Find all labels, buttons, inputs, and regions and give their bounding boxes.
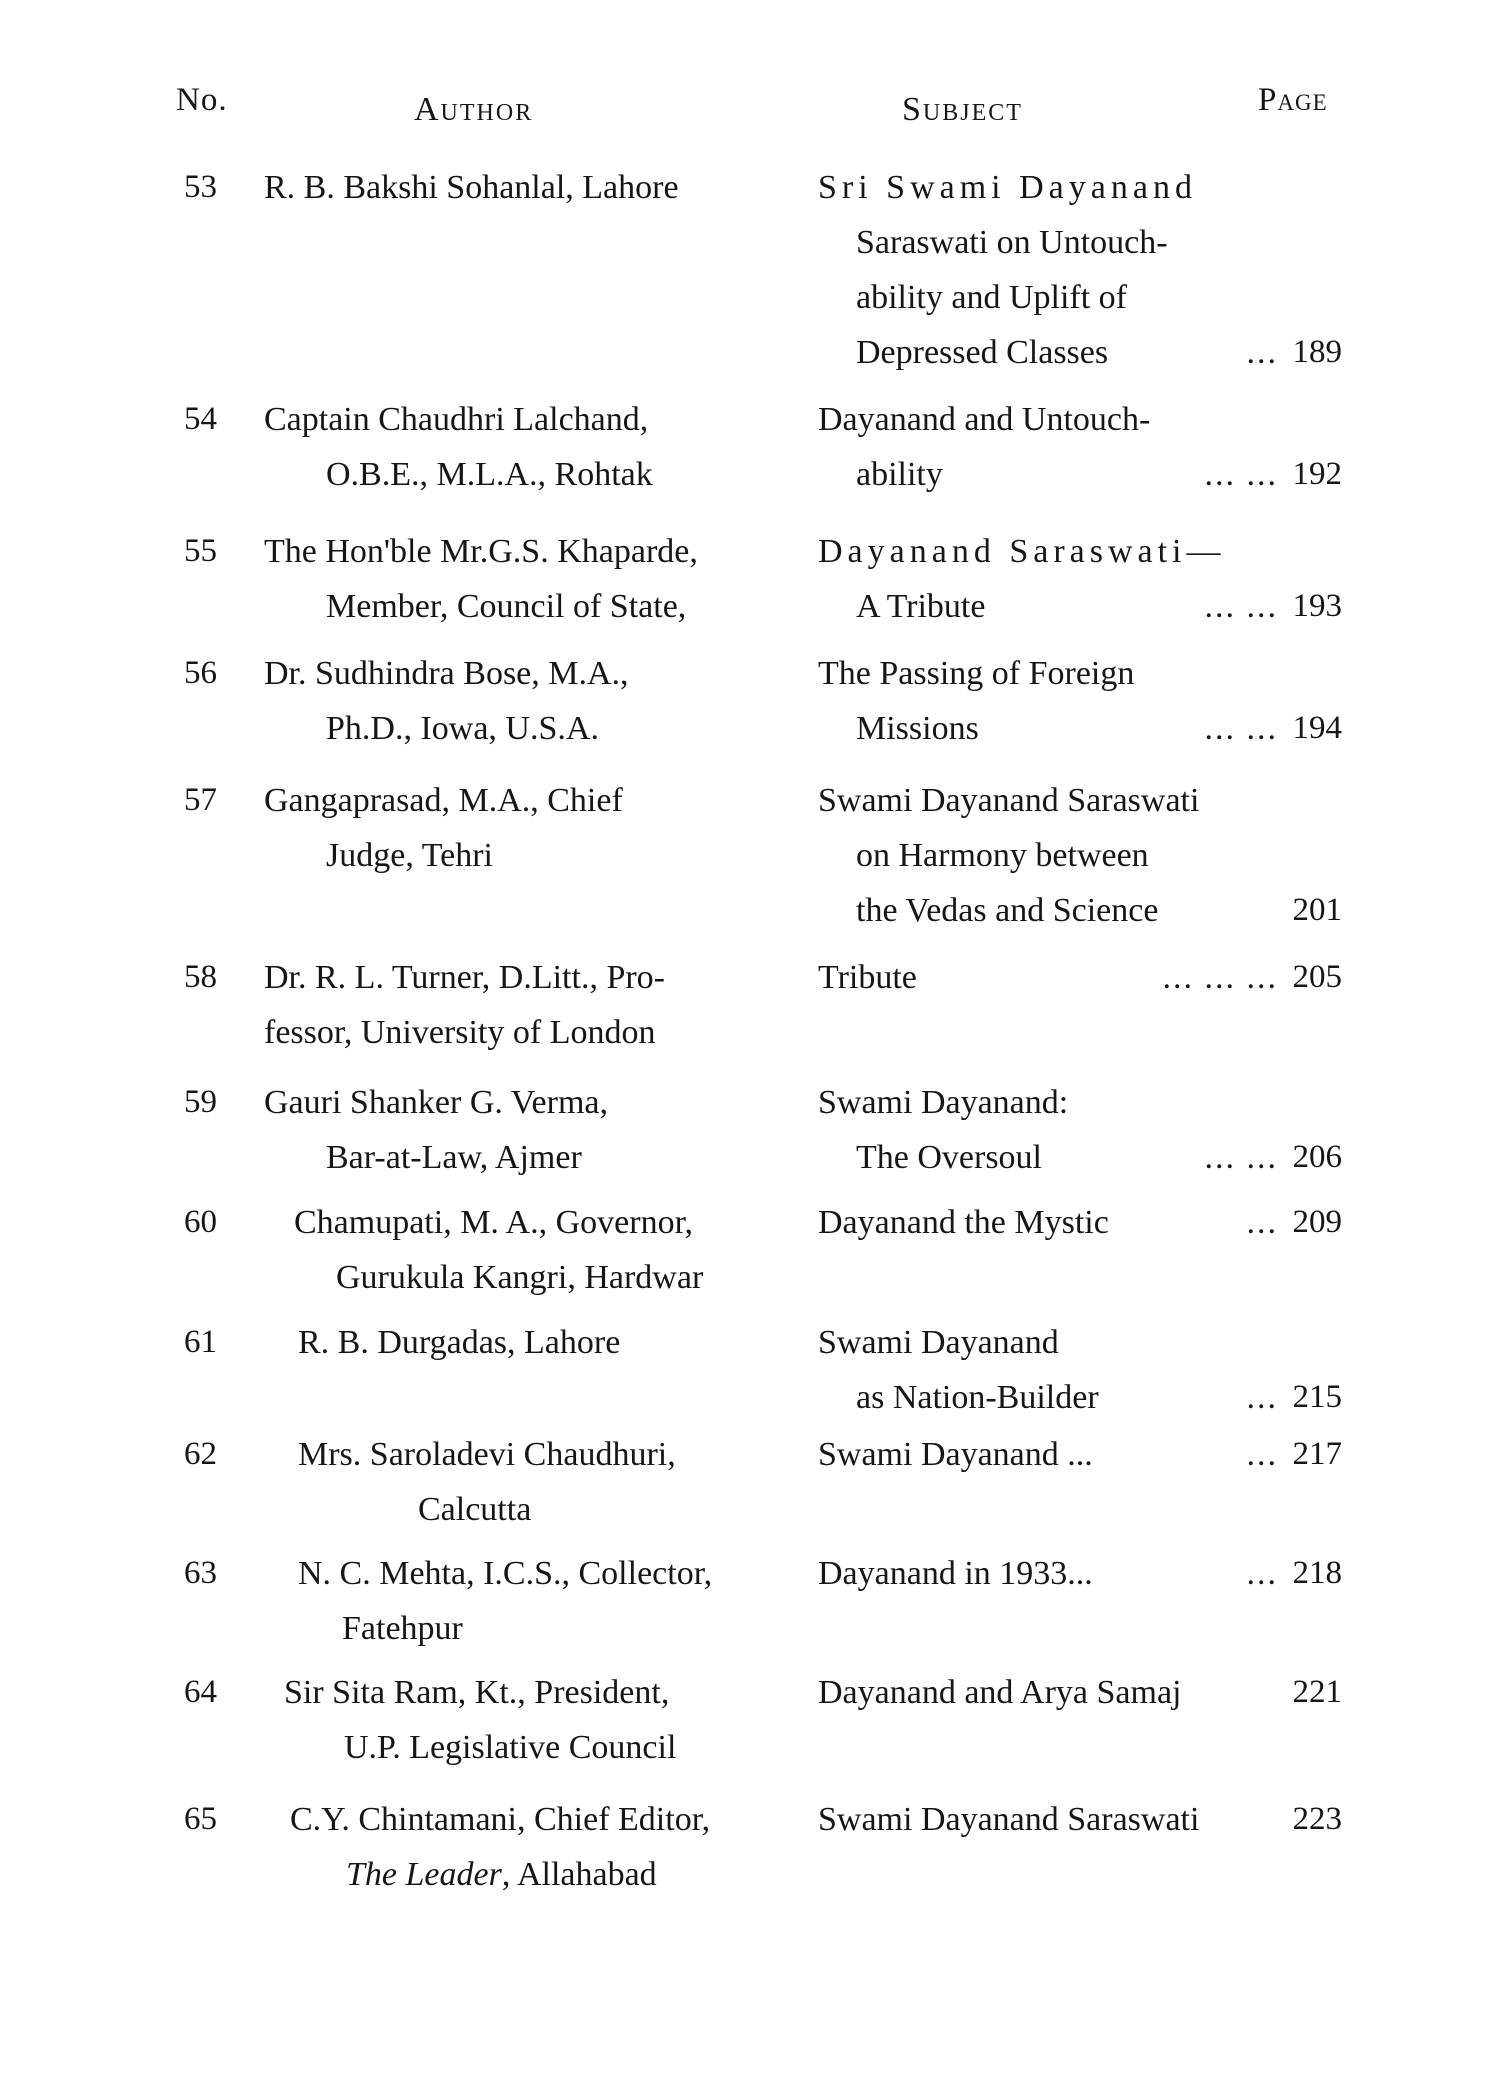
entry-page: 206 bbox=[1292, 1139, 1342, 1175]
entry-number: 62 bbox=[184, 1436, 217, 1472]
entry-page: 193 bbox=[1292, 588, 1342, 624]
subject-text: A Tribute bbox=[856, 588, 986, 625]
subject-text: Missions bbox=[856, 710, 979, 747]
entry-subject bbox=[818, 646, 1278, 756]
subject-line: The Passing of Foreign bbox=[818, 655, 1135, 692]
author-line: Gauri Shanker G. Verma, bbox=[264, 1084, 609, 1121]
subject-line: Swami Dayanand Saraswati bbox=[818, 1801, 1200, 1838]
entry-subject bbox=[818, 524, 1278, 634]
column-header-subject: Subject bbox=[902, 91, 1023, 128]
author-line: Bar-at-Law, Ajmer bbox=[326, 1139, 582, 1176]
entry-number: 58 bbox=[184, 959, 217, 995]
entry-subject bbox=[818, 160, 1278, 380]
entry-number: 63 bbox=[184, 1555, 217, 1591]
author-line: fessor, University of London bbox=[264, 1014, 656, 1051]
author-line: O.B.E., M.L.A., Rohtak bbox=[326, 456, 653, 493]
author-line: N. C. Mehta, I.C.S., Collector, bbox=[298, 1555, 713, 1592]
entry-author bbox=[264, 160, 799, 215]
leader-dots: ... bbox=[1246, 1204, 1278, 1241]
entry-author bbox=[264, 646, 799, 756]
entry-page: 194 bbox=[1292, 710, 1342, 746]
subject-text: Tribute bbox=[818, 959, 917, 996]
entry-subject bbox=[818, 950, 1278, 1005]
subject-line: Swami Dayanand: bbox=[818, 1084, 1069, 1121]
entry-page: 218 bbox=[1292, 1555, 1342, 1591]
entry-number: 60 bbox=[184, 1204, 217, 1240]
entry-author bbox=[298, 1315, 833, 1370]
entry-number: 55 bbox=[184, 533, 217, 569]
entry-subject bbox=[818, 773, 1278, 938]
author-line: R. B. Bakshi Sohanlal, Lahore bbox=[264, 169, 679, 206]
entry-author bbox=[298, 1427, 833, 1537]
subject-line: Dayanand Saraswati— bbox=[818, 533, 1226, 570]
entry-author bbox=[264, 773, 799, 883]
author-line: Chamupati, M. A., Governor, bbox=[294, 1204, 694, 1241]
entry-page: 192 bbox=[1292, 456, 1342, 492]
entry-author bbox=[294, 1195, 829, 1305]
author-line: Dr. Sudhindra Bose, M.A., bbox=[264, 655, 629, 692]
entry-page: 217 bbox=[1292, 1436, 1342, 1472]
leader-dots: ... ... bbox=[1204, 1139, 1278, 1176]
entry-author bbox=[264, 950, 799, 1060]
author-line: Fatehpur bbox=[342, 1610, 463, 1647]
subject-text: Dayanand in 1933... bbox=[818, 1555, 1093, 1592]
subject-line: Saraswati on Untouch- bbox=[856, 224, 1168, 261]
entry-page: 221 bbox=[1292, 1674, 1342, 1710]
subject-line bbox=[818, 950, 1278, 1005]
entry-author bbox=[264, 1075, 799, 1185]
subject-line bbox=[818, 1370, 1278, 1425]
entry-page: 189 bbox=[1292, 334, 1342, 370]
entry-number: 56 bbox=[184, 655, 217, 691]
leader-dots: ... bbox=[1246, 334, 1278, 371]
leader-dots: ... ... ... bbox=[1162, 959, 1278, 996]
author-line: The Hon'ble Mr.G.S. Khaparde, bbox=[264, 533, 698, 570]
author-line bbox=[290, 1847, 825, 1902]
author-line: Member, Council of State, bbox=[326, 588, 687, 625]
entry-subject bbox=[818, 1195, 1278, 1250]
subject-line: Swami Dayanand bbox=[818, 1324, 1059, 1361]
subject-line bbox=[818, 1427, 1278, 1482]
entry-author bbox=[264, 392, 799, 502]
leader-dots: ... ... bbox=[1204, 710, 1278, 747]
author-line: Gurukula Kangri, Hardwar bbox=[336, 1259, 704, 1296]
entry-page: 223 bbox=[1292, 1801, 1342, 1837]
entry-number: 53 bbox=[184, 169, 217, 205]
column-header-no: No. bbox=[176, 82, 228, 118]
author-line: Judge, Tehri bbox=[326, 837, 493, 874]
subject-line: Sri Swami Dayanand bbox=[818, 169, 1197, 206]
entry-number: 64 bbox=[184, 1674, 217, 1710]
entry-number: 65 bbox=[184, 1801, 217, 1837]
subject-line bbox=[818, 1130, 1278, 1185]
subject-line: Dayanand and Arya Samaj bbox=[818, 1674, 1182, 1711]
author-line: Captain Chaudhri Lalchand, bbox=[264, 401, 649, 438]
leader-dots: ... bbox=[1246, 1436, 1278, 1473]
subject-line bbox=[818, 701, 1278, 756]
entry-author bbox=[264, 524, 799, 634]
subject-line bbox=[818, 579, 1278, 634]
author-line: Sir Sita Ram, Kt., President, bbox=[284, 1674, 670, 1711]
leader-dots: ... bbox=[1246, 1379, 1278, 1416]
author-place: , Allahabad bbox=[501, 1856, 657, 1893]
leader-dots: ... ... bbox=[1204, 456, 1278, 493]
subject-line bbox=[818, 1195, 1278, 1250]
entry-subject bbox=[818, 392, 1278, 502]
subject-line bbox=[818, 1546, 1278, 1601]
subject-line: ability and Uplift of bbox=[856, 279, 1128, 316]
entry-author bbox=[284, 1665, 819, 1775]
entry-author bbox=[290, 1792, 825, 1902]
entry-subject bbox=[818, 1546, 1278, 1601]
entry-subject bbox=[818, 1315, 1278, 1425]
subject-line bbox=[818, 447, 1278, 502]
author-line: Gangaprasad, M.A., Chief bbox=[264, 782, 623, 819]
subject-line: Dayanand and Untouch- bbox=[818, 401, 1151, 438]
subject-text: Swami Dayanand ... bbox=[818, 1436, 1093, 1473]
author-line: Ph.D., Iowa, U.S.A. bbox=[326, 710, 599, 747]
entry-subject bbox=[818, 1792, 1278, 1847]
entry-number: 57 bbox=[184, 782, 217, 818]
subject-line: on Harmony between bbox=[856, 837, 1149, 874]
entry-number: 54 bbox=[184, 401, 217, 437]
entry-number: 59 bbox=[184, 1084, 217, 1120]
subject-line bbox=[818, 325, 1278, 380]
author-line: C.Y. Chintamani, Chief Editor, bbox=[290, 1801, 711, 1838]
entry-page: 201 bbox=[1292, 892, 1342, 928]
author-line: U.P. Legislative Council bbox=[344, 1729, 677, 1766]
entry-number: 61 bbox=[184, 1324, 217, 1360]
subject-text: ability bbox=[856, 456, 943, 493]
subject-text: The Oversoul bbox=[856, 1139, 1043, 1176]
entry-page: 209 bbox=[1292, 1204, 1342, 1240]
author-line: Calcutta bbox=[418, 1491, 532, 1528]
column-header-page: Page bbox=[1258, 82, 1328, 118]
author-line: Mrs. Saroladevi Chaudhuri, bbox=[298, 1436, 676, 1473]
author-line: Dr. R. L. Turner, D.Litt., Pro- bbox=[264, 959, 665, 996]
entry-author bbox=[298, 1546, 833, 1656]
subject-line: Swami Dayanand Saraswati bbox=[818, 782, 1200, 819]
subject-line: the Vedas and Science bbox=[856, 892, 1159, 929]
entry-page: 215 bbox=[1292, 1379, 1342, 1415]
column-header-author: Author bbox=[414, 91, 534, 128]
subject-text: as Nation-Builder bbox=[856, 1379, 1099, 1416]
entry-page: 205 bbox=[1292, 959, 1342, 995]
publication-title: The Leader bbox=[346, 1856, 502, 1893]
leader-dots: ... bbox=[1246, 1555, 1278, 1592]
subject-text: Dayanand the Mystic bbox=[818, 1204, 1109, 1241]
subject-text: Depressed Classes bbox=[856, 334, 1109, 371]
entry-subject bbox=[818, 1427, 1278, 1482]
entry-subject bbox=[818, 1075, 1278, 1185]
entry-subject bbox=[818, 1665, 1278, 1720]
author-line: R. B. Durgadas, Lahore bbox=[298, 1324, 621, 1361]
leader-dots: ... ... bbox=[1204, 588, 1278, 625]
